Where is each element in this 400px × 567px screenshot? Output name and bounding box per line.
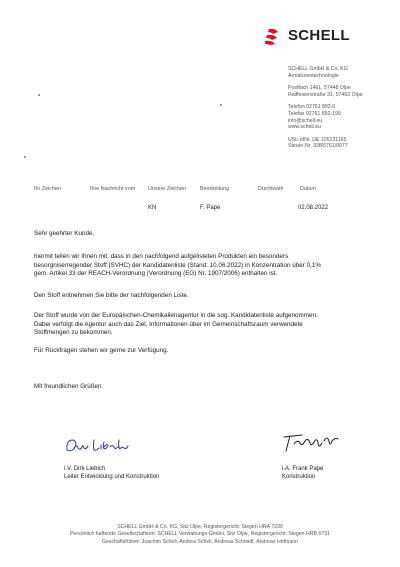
fold-mark-right xyxy=(220,104,222,106)
signature-left-handwritten xyxy=(64,436,144,456)
paragraph-3-line-2: Dabei verfolgt die Agentur auch das Ziel, Informationen über im Gemeinschaftsraum verwendete xyxy=(34,320,303,328)
letter-paragraph-4 xyxy=(34,347,168,356)
ref-label-datum: Datum xyxy=(300,186,316,192)
sender-vat-id: USt.-IdNr. DE 126131165 xyxy=(288,136,347,143)
ref-label-unsere-zeichen: Unsere Zeichen xyxy=(148,186,187,192)
ref-label-ihr-zeichen: Ihr Zeichen xyxy=(34,186,61,192)
signature-right-block xyxy=(282,466,323,482)
footer-line-3: Geschäftsführer: Joachim Schell, Andrea Schell, Andreas Schmidt, Andreas Hofmann xyxy=(101,538,299,545)
sender-fax: Telefax 02761 892-199 xyxy=(288,110,341,117)
sender-phone: Telefon 02761 892-0 xyxy=(288,104,336,111)
paragraph-4-text: Für Rückfragen stehen wir gerne zur Verfügung. xyxy=(34,347,169,354)
ref-value-datum: 02.08.2022 xyxy=(298,205,329,211)
ref-label-durchwahl: Durchwahl xyxy=(258,186,284,192)
paragraph-3-line-3: Stoffmengen zu bekommen. xyxy=(34,329,113,337)
company-logo-wordmark: SCHELL xyxy=(288,27,350,44)
signer-left-role: Leiter Entwicklung und Konstruktion xyxy=(64,473,160,480)
sender-address-block xyxy=(288,66,363,150)
sender-web: www.schell.eu xyxy=(288,124,321,131)
signer-right-role: Konstruktion xyxy=(282,473,316,480)
fold-mark-top xyxy=(38,94,40,96)
paragraph-1-line-1: hiermit teilen wir Ihnen mit, dass in den nachfolgend aufgelisteten Produkten ein besonders xyxy=(34,253,289,260)
ref-value-unsere-zeichen: KN xyxy=(148,205,157,211)
paragraph-1-line-2: besorgniserregender Stoff (SVHC) der Kandidatenliste (Stand: 10.06.2022) in Konzentration über 0,1% xyxy=(34,261,321,269)
sender-email: info@schell.eu xyxy=(288,117,323,124)
sender-department: Armaturentechnologie xyxy=(288,72,339,79)
letter-footer xyxy=(0,524,400,546)
signature-right-handwritten xyxy=(282,431,342,453)
ref-label-ihre-nachricht: Ihre Nachricht vom xyxy=(90,186,136,192)
letter-paragraph-1 xyxy=(34,253,321,279)
letter-paragraph-2 xyxy=(34,292,189,301)
letter-closing xyxy=(34,383,102,392)
sender-street: Raiffeisenstraße 31, 57462 Olpe xyxy=(288,91,363,98)
closing-text: Mit freundlichen Grüßen xyxy=(34,383,102,390)
fold-mark-middle xyxy=(24,156,26,158)
paragraph-3-line-1: Der Stoff wurde von der Europäischen-Chemikalienagentur in die sog. Kandidatenliste aufgenommen. xyxy=(34,312,318,319)
paragraph-2-text: Den Stoff entnehmen Sie bitte der nachfolgenden Liste. xyxy=(34,292,189,299)
footer-line-2: Persönlich haftende Gesellschafterin: SCHELL Verwaltungs-GmbH, Sitz Olpe, Registergericht: Siegen HRB 6731 xyxy=(70,531,330,538)
sender-postbox: Postfach 1461, 57448 Olpe xyxy=(288,85,351,92)
paragraph-1-line-3: gem. Artikel 33 der REACH-Verordnung (Verordnung (EG) Nr. 1907/2006) enthalten ist. xyxy=(34,270,278,278)
sender-tax-number: Steuer-Nr. 338/5761/0077 xyxy=(288,143,348,150)
letter-salutation xyxy=(34,230,94,239)
ref-value-bearbeitung: F. Pape xyxy=(200,205,221,211)
footer-line-1: SCHELL GmbH & Co. KG, Sitz Olpe, Registergericht: Siegen HRA 7230 xyxy=(117,524,283,530)
letter-paragraph-3 xyxy=(34,312,318,338)
signer-left-name: i.V. Dirk Liebich xyxy=(64,466,106,472)
salutation-text: Sehr geehrter Kunde, xyxy=(34,230,95,237)
signer-right-name: i.A. Frank Pape xyxy=(282,466,324,472)
signature-left-block xyxy=(64,466,159,482)
ref-label-bearbeitung: Bearbeitung xyxy=(200,186,230,192)
sender-company: SCHELL GmbH & Co. KG xyxy=(288,66,348,72)
